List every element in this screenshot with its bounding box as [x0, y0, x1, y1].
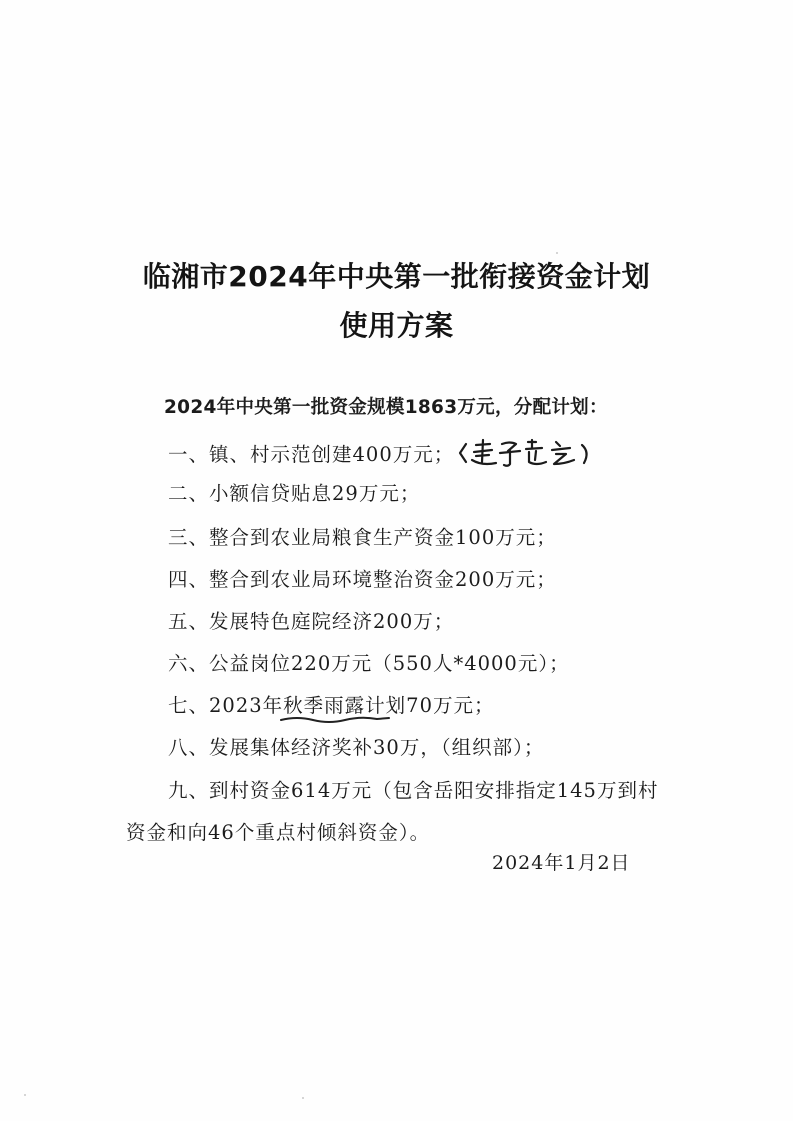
document-date: 2024年1月2日	[492, 852, 631, 874]
list-item-7	[168, 690, 494, 718]
handwritten-annotation	[456, 436, 606, 475]
list-item-9: 九、到村资金614万元（包含岳阳安排指定145万到村	[168, 779, 659, 802]
document-title-line-2: 使用方案	[339, 309, 454, 342]
document-title-line-1: 临湘市2024年中央第一批衔接资金计划	[142, 260, 651, 293]
list-item-6: 六、公益岗位220万元（550人*4000元）；	[168, 652, 570, 675]
list-item-7-prefix: 七、2023年	[168, 694, 284, 717]
scan-speck	[302, 1097, 304, 1099]
list-item-1-text: 一、镇、村示范创建400万元；	[168, 443, 455, 466]
list-item-5: 五、发展特色庭院经济200万；	[168, 610, 455, 633]
list-item-1	[168, 436, 606, 475]
scan-speck	[556, 252, 558, 254]
intro-paragraph: 2024年中央第一批资金规模1863万元，分配计划：	[164, 397, 608, 418]
list-item-7-underlined-text: 秋季雨露	[283, 694, 366, 717]
scan-speck	[24, 1094, 26, 1096]
list-item-8: 八、发展集体经济奖补30万，（组织部）；	[168, 736, 545, 759]
list-item-7-suffix: 计划70万元；	[365, 694, 495, 717]
list-item-9-continuation: 资金和向46个重点村倾斜资金）。	[126, 821, 431, 844]
handwritten-underline	[283, 690, 365, 718]
list-item-2: 二、小额信贷贴息29万元；	[168, 482, 421, 505]
list-item-3: 三、整合到农业局粮食生产资金100万元；	[168, 526, 557, 549]
list-item-4: 四、整合到农业局环境整治资金200万元；	[168, 568, 557, 591]
pen-underline-mark	[279, 715, 391, 725]
